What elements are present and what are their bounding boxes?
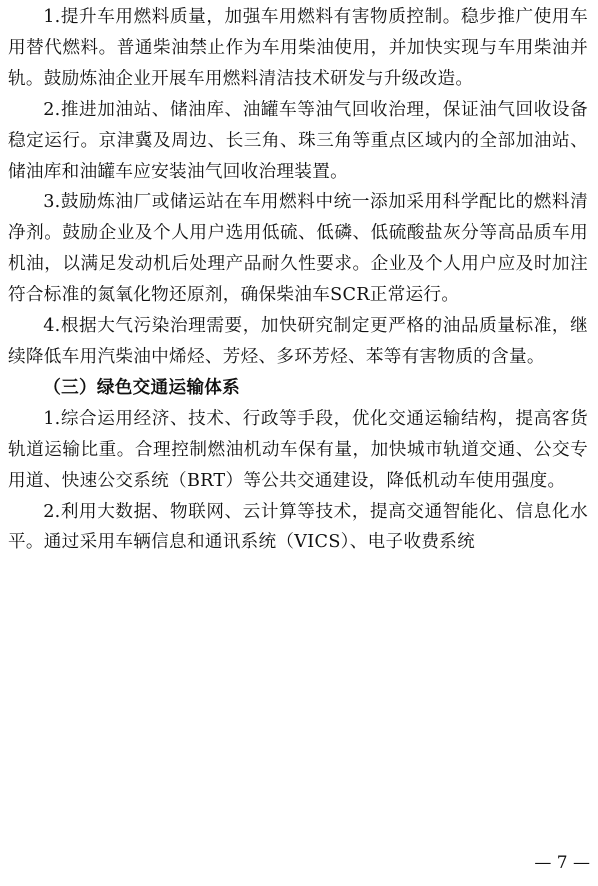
paragraph-oil-standards: 4.根据大气污染治理需要，加快研究制定更严格的油品质量标准，继续降低车用汽柴油中烯烃、芳烃、多环芳烃、苯等有害物质的含量。 xyxy=(8,316,588,367)
paragraph-fuel-additives: 3.鼓励炼油厂或储运站在车用燃料中统一添加采用科学配比的燃料清净剂。鼓励企业及个人用户选用低硫、低磷、低硫酸盐灰分等高品质车用机油，以满足发动机后处理产品耐久性要求。企业及个人用户应及时加注符合标准的氮氧化物还原剂，确保柴油车SCR正常运行。 xyxy=(8,192,588,306)
paragraph-smart-transport: 2.利用大数据、物联网、云计算等技术，提高交通智能化、信息化水平。通过采用车辆信息和通讯系统（VICS）、电子收费系统 xyxy=(8,501,588,553)
paragraph-transport-structure: 1.综合运用经济、技术、行政等手段，优化交通运输结构，提高客货轨道运输比重。合理控制燃油机动车保有量，加快城市轨道交通、公交专用道、快速公交系统（BRT）等公共交通建设，降低机动车使用强度。 xyxy=(8,408,588,491)
document-page xyxy=(8,2,588,558)
page-number: — 7 — xyxy=(534,853,590,873)
section-heading: （三）绿色交通运输体系 xyxy=(43,376,241,398)
paragraph-fuel-quality: 1.提升车用燃料质量，加强车用燃料有害物质控制。稳步推广使用车用替代燃料。普通柴油禁止作为车用柴油使用，并加快实现与车用柴油并轨。鼓励炼油企业开展车用燃料清洁技术研发与升级改造。 xyxy=(8,7,588,89)
paragraph-vapor-recovery: 2.推进加油站、储油库、油罐车等油气回收治理，保证油气回收设备稳定运行。京津冀及周边、长三角、珠三角等重点区域内的全部加油站、储油库和油罐车应安装油气回收治理装置。 xyxy=(8,99,588,182)
